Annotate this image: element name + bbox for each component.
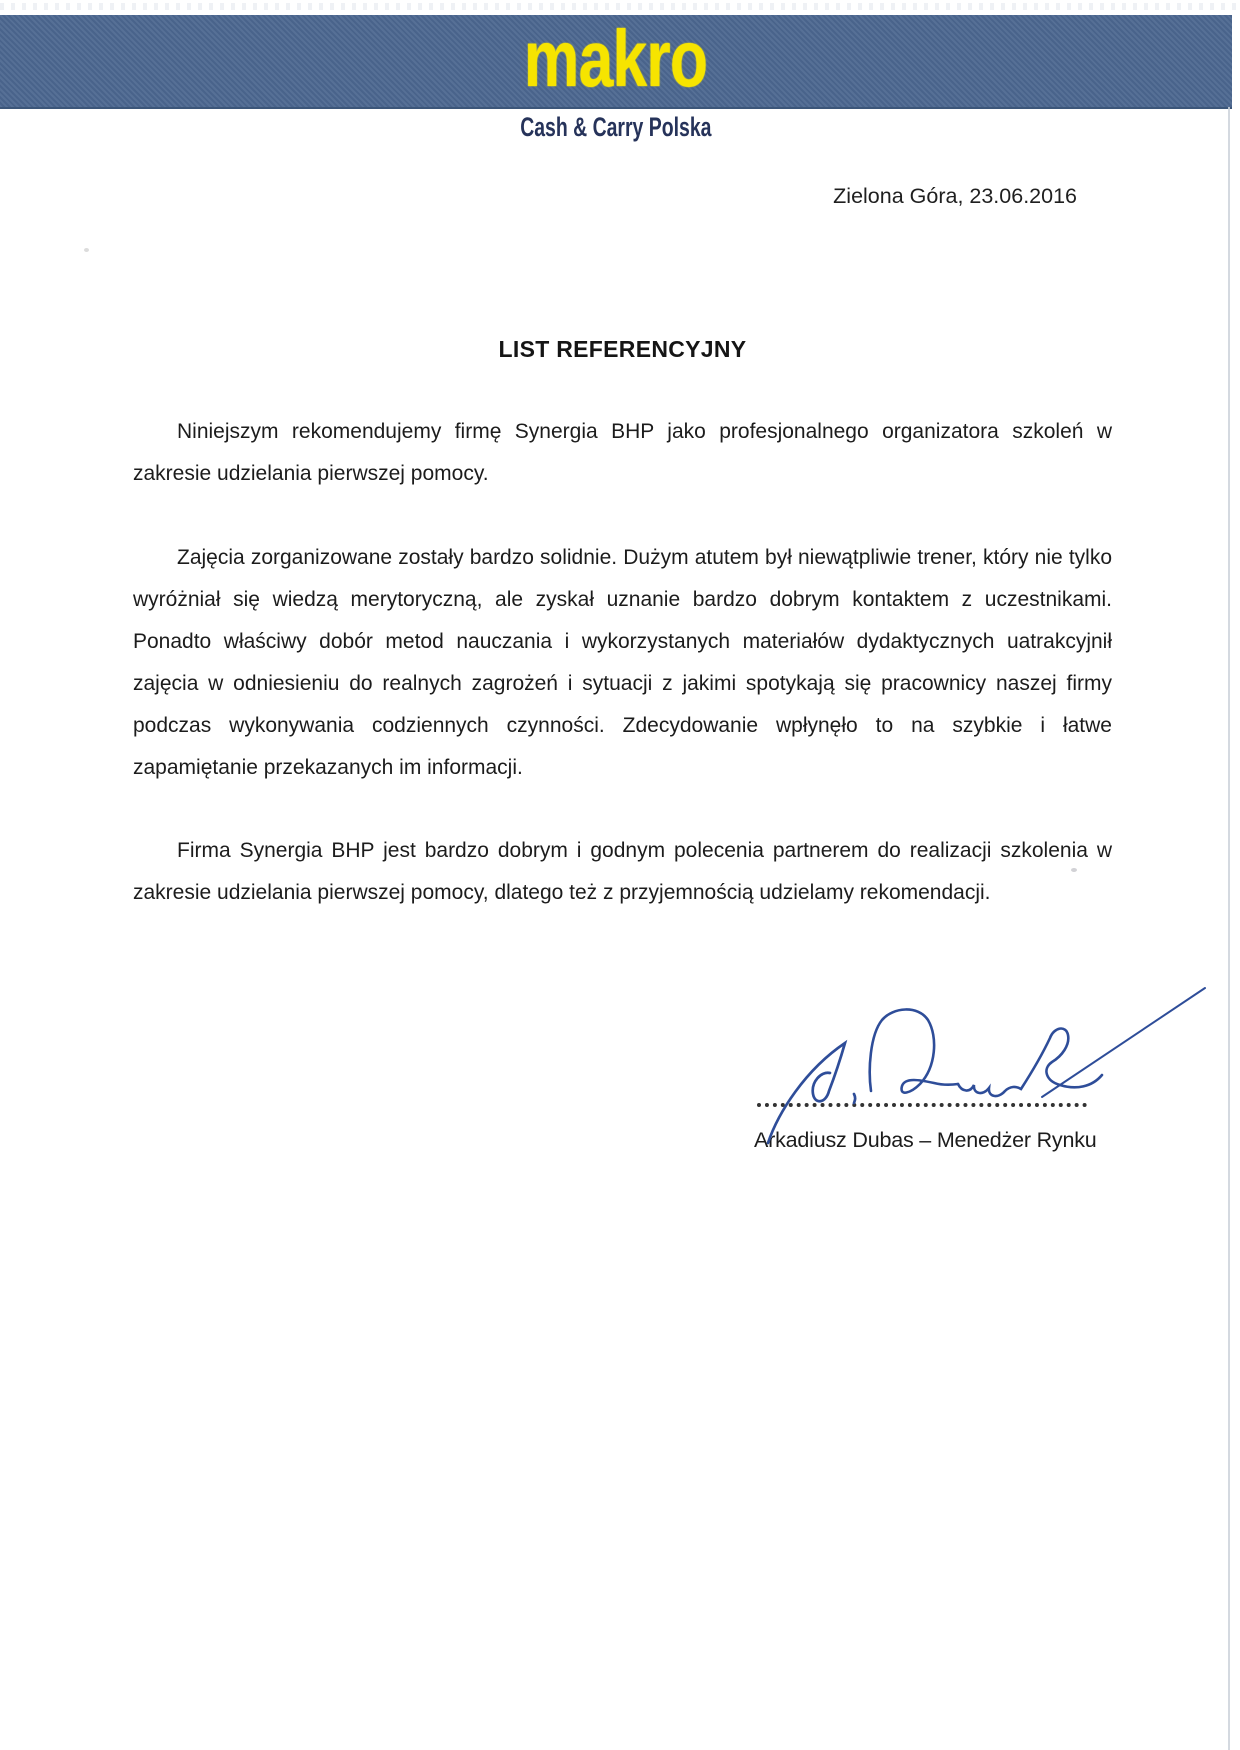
letter-title: LIST REFERENCYJNY [498,336,747,362]
signature-stroke-scribble [958,1029,1102,1096]
signature-stroke-oval [870,1009,958,1092]
brand-banner [0,15,1232,109]
paragraph-3: Firma Synergia BHP jest bardzo dobrym i godnym polecenia partnerem do realizacji szkolenia w zakresie udzielania pierwszej pomocy, dlatego też z przyjemnością udzielamy rekomendacji. [133,839,1112,904]
scan-artifact-line [1228,107,1230,1750]
signee-name: Arkadiusz Dubas – Menedżer Rynku [754,1128,1097,1152]
signature-stroke-flourish [1042,988,1205,1097]
scan-edge-noise [0,3,1240,10]
makro-logo: makro [524,14,708,103]
brand-tagline-row [0,112,1232,143]
paragraph-1: Niniejszym rekomendujemy firmę Synergia BHP jako profesjonalnego organizatora szkoleń w zakresie udzielania pierwszej pomocy. [133,420,1112,485]
scan-speck [84,248,89,252]
brand-tagline: Cash & Carry Polska [520,112,712,142]
scan-speck [1071,868,1077,872]
paragraph-2: Zajęcia zorganizowane zostały bardzo solidnie. Dużym atutem był niewątpliwie trener, który nie tylko wyróżniał się wiedzą merytoryczną, ale zyskał uznanie bardzo dobrym kontaktem z uczestnikami. Ponadto właściwy dobór metod nauczania i wykorzystanych materiałów dydaktycznych uatrakcyjnił zajęcia w odniesieniu do realnych zagrożeń i sytuacji z jakimi spotykają się pracownicy naszej firmy podczas wykonywania codziennych czynności. Zdecydowanie wpłynęło to na szybkie i łatwe zapamiętanie przekazanych im informacji. [133,546,1112,779]
signature-stroke-dot [854,1094,855,1103]
signature-stroke-initial [768,1043,845,1143]
dateline: Zielona Góra, 23.06.2016 [833,184,1077,208]
signature-ink [690,975,1230,1155]
